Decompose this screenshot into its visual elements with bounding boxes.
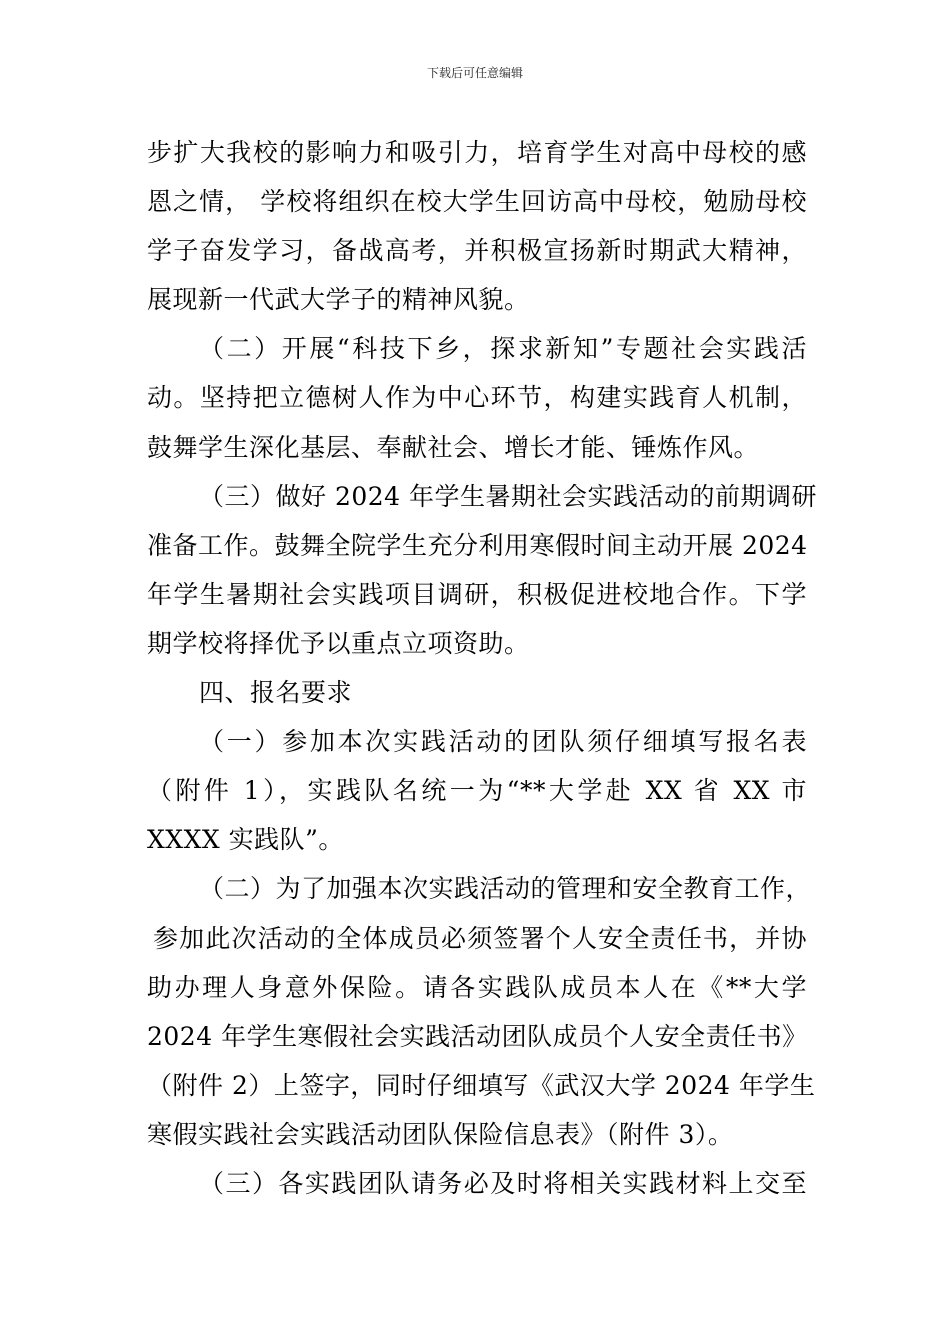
text-line: （附件 2）上签字，同时仔细填写《武汉大学 2024 年学生 bbox=[147, 1070, 816, 1100]
section-heading: 四、报名要求 bbox=[199, 678, 353, 708]
text-line: 年学生暑期社会实践项目调研，积极促进校地合作。下学 bbox=[147, 579, 807, 609]
text-line: 展现新一代武大学子的精神风貌。 bbox=[147, 285, 530, 315]
text-line: 寒假实践社会实践活动团队保险信息表》（附件 3）。 bbox=[147, 1119, 734, 1149]
text-line: 步扩大我校的影响力和吸引力，培育学生对高中母校的感 bbox=[147, 138, 807, 167]
text-line: 期学校将择优予以重点立项资助。 bbox=[147, 628, 530, 658]
text-line: 鼓舞学生深化基层、奉献社会、增长才能、锤炼作风。 bbox=[147, 432, 760, 462]
text-line: （附件 1），实践队名统一为“**大学赴 XX 省 XX 市 bbox=[147, 776, 807, 806]
paragraph-start-line: （三）各实践团队请务必及时将相关实践材料上交至 bbox=[199, 1168, 807, 1198]
text-line: 动。坚持把立德树人作为中心环节，构建实践育人机制， bbox=[147, 383, 807, 413]
text-line: 参加此次活动的全体成员必须签署个人安全责任书，并协 bbox=[153, 923, 807, 953]
text-line: 2024 年学生寒假社会实践活动团队成员个人安全责任书》 bbox=[147, 1021, 808, 1051]
document-body bbox=[147, 128, 818, 1208]
page-header: 下载后可任意编辑 bbox=[426, 66, 523, 80]
paragraph-start-line: （三）做好 2024 年学生暑期社会实践活动的前期调研 bbox=[199, 481, 818, 511]
text-line: 学子奋发学习，备战高考，并积极宣扬新时期武大精神， bbox=[147, 236, 807, 266]
text-line: 恩之情， 学校将组织在校大学生回访高中母校，勉励母校 bbox=[147, 187, 807, 217]
paragraph-start-line: （一）参加本次实践活动的团队须仔细填写报名表 bbox=[199, 727, 807, 757]
text-line: 助办理人身意外保险。请各实践队成员本人在《**大学 bbox=[147, 972, 807, 1002]
text-line: 准备工作。鼓舞全院学生充分利用寒假时间主动开展 2024 bbox=[147, 530, 808, 560]
text-line: XXXX 实践队”。 bbox=[147, 825, 344, 855]
paragraph-start-line: （二）为了加强本次实践活动的管理和安全教育工作， bbox=[199, 874, 812, 904]
paragraph-start-line: （二）开展“科技下乡，探求新知”专题社会实践活 bbox=[199, 334, 807, 364]
